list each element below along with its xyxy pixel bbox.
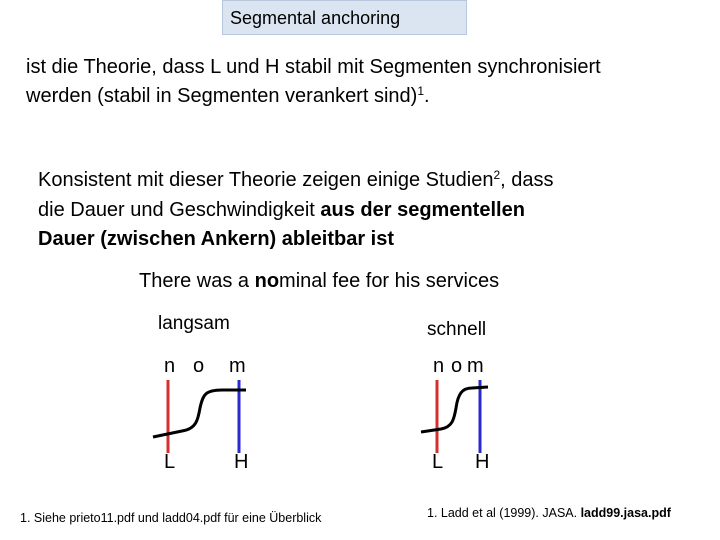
paragraph-2-line-3-bold: Dauer (zwischen Ankern) ableitbar ist: [38, 228, 395, 250]
slide-title-text: Segmental anchoring: [230, 8, 401, 28]
example-sentence-after: minal fee for his services: [279, 270, 500, 292]
fast-label: schnell: [427, 319, 487, 340]
footnote-ref-1: 1: [417, 84, 424, 98]
example-sentence-before: There was a: [139, 270, 255, 292]
paragraph-1-line-1: ist die Theorie, dass L und H stabil mit Segmenten synchronisiert: [26, 56, 601, 78]
fast-tone-high: H: [475, 451, 490, 473]
paragraph-1-line-2-text: werden (stabil in Segmenten verankert sind): [26, 85, 418, 107]
footnote-2-text: 1. Ladd et al (1999). JASA.: [427, 506, 581, 520]
paragraph-2-line-1-end: , dass: [500, 169, 554, 191]
fast-tone-low: L: [432, 451, 444, 473]
paragraph-2-line-2-text: die Dauer und Geschwindigkeit: [38, 199, 321, 221]
fast-pitch-contour: [421, 387, 488, 432]
paragraph-1-line-2-end: .: [424, 85, 430, 107]
slow-label: langsam: [158, 313, 230, 334]
slow-tone-low: L: [164, 451, 176, 473]
fast-segment-o: o: [451, 355, 463, 377]
footnote-1: 1. Siehe prieto11.pdf und ladd04.pdf für eine Überblick: [20, 511, 322, 525]
paragraph-2-line-2-bold: aus der segmentellen: [320, 199, 525, 221]
footnote-ref-2: 2: [493, 168, 501, 182]
footnote-2: [427, 506, 671, 520]
footnote-2-bold: ladd99.jasa.pdf: [580, 506, 671, 520]
example-sentence-bold: no: [254, 270, 280, 292]
paragraph-2-line-1-text: Konsistent mit dieser Theorie zeigen einige Studien: [38, 169, 494, 191]
fast-segment-n: n: [433, 355, 445, 377]
slow-segment-m: m: [229, 355, 246, 377]
fast-segment-m: m: [467, 355, 484, 377]
slow-segment-o: o: [193, 355, 205, 377]
slow-tone-high: H: [234, 451, 249, 473]
slow-segment-n: n: [164, 355, 176, 377]
